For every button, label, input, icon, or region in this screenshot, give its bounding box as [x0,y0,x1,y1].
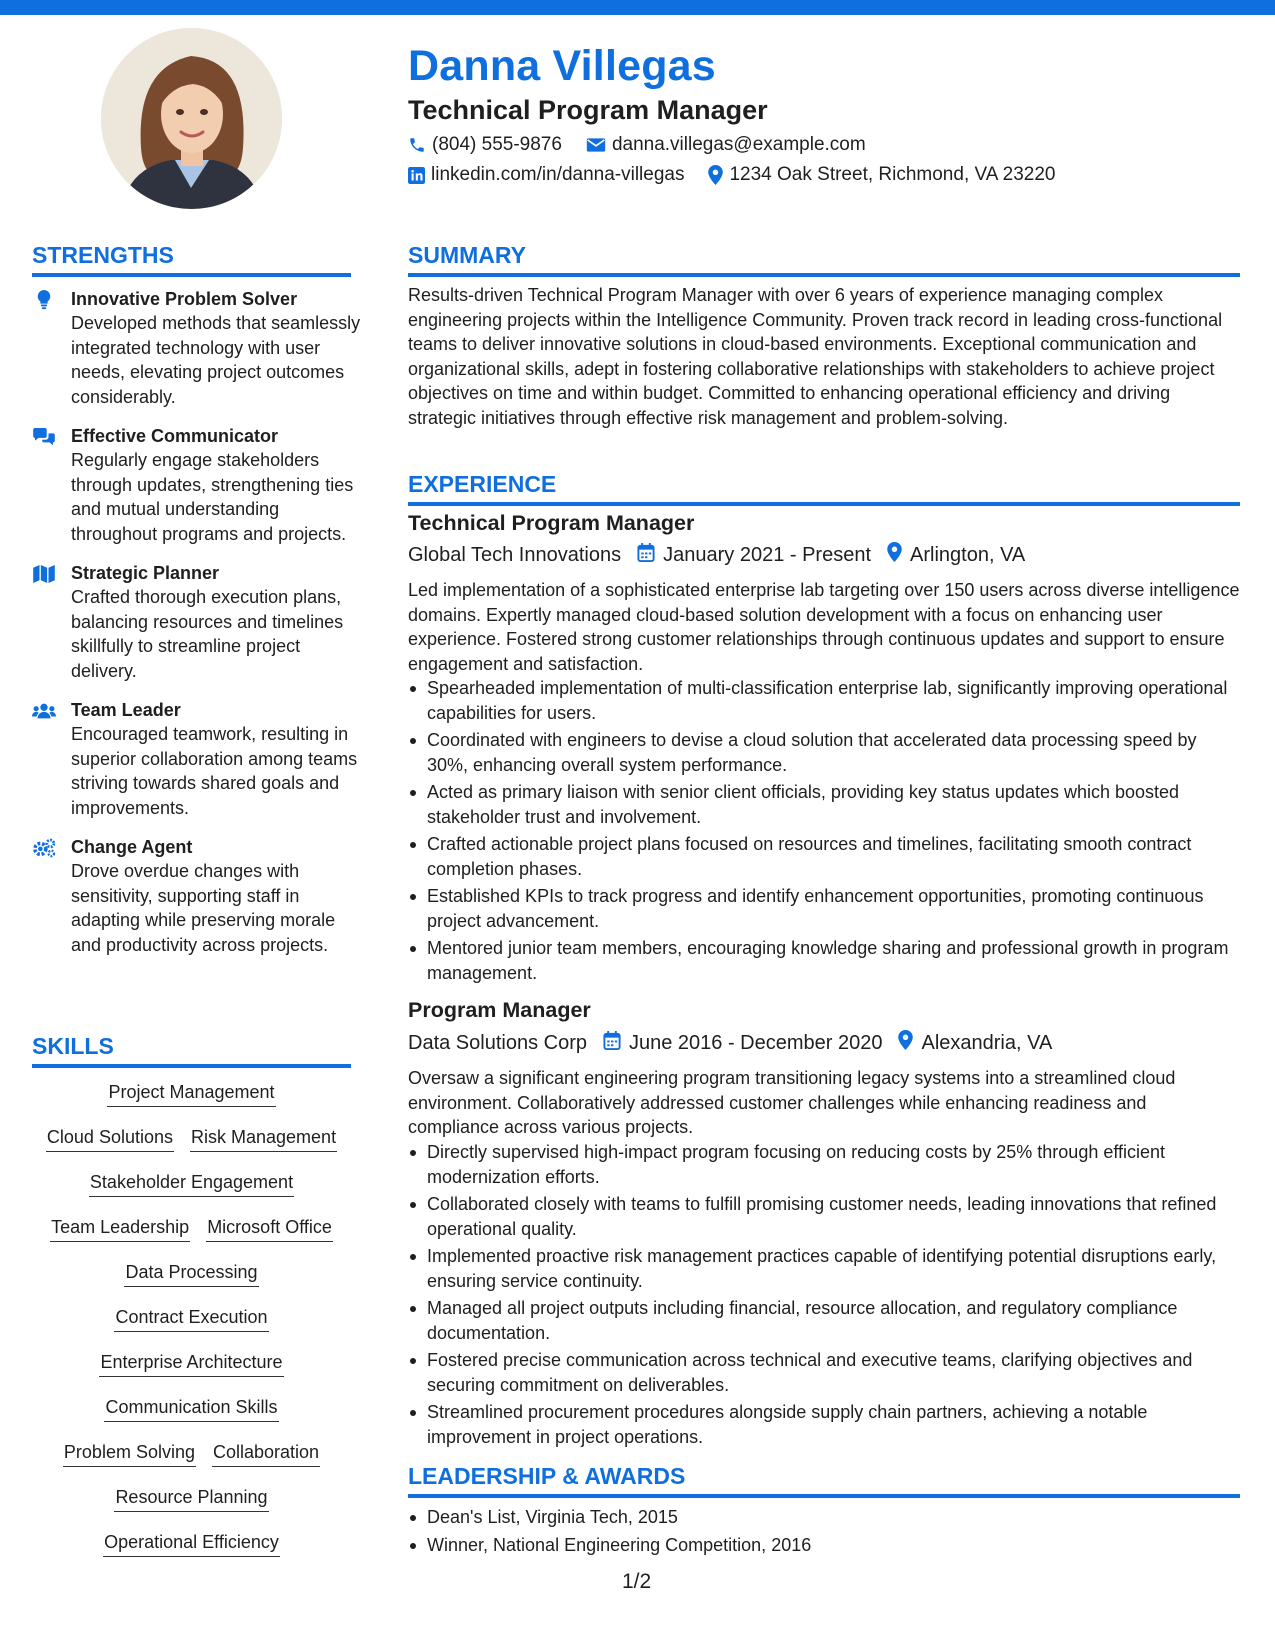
location-pin-icon [708,165,723,185]
address-text: 1234 Oak Street, Richmond, VA 23220 [729,164,1056,185]
top-accent-bar [0,0,1275,15]
skill-tag: Enterprise Architecture [99,1350,283,1377]
awards-heading: LEADERSHIP & AWARDS [408,1463,1240,1498]
skill-row [32,1485,351,1512]
skill-tag: Communication Skills [104,1395,278,1422]
strength-description: Developed methods that seamlessly integrated technology with user needs, elevating project outcomes considerably. [71,313,361,407]
skill-tag: Data Processing [124,1260,258,1287]
strength-title: Effective Communicator [71,426,279,446]
phone-contact [408,134,562,156]
skill-row [32,1260,351,1287]
job-location-text: Alexandria, VA [921,1031,1053,1054]
email-contact[interactable] [586,134,866,156]
job-dates [637,543,871,568]
strength-item [32,424,362,546]
bullet-item: Coordinated with engineers to devise a cloud solution that accelerated data processing speed by 30%, enhancing overall system performance. [408,728,1240,777]
job-bullets [408,676,1240,988]
awards-list [408,1505,1240,1560]
location-pin-icon [887,542,902,568]
award-item: Dean's List, Virginia Tech, 2015 [408,1505,1240,1530]
experience-heading: EXPERIENCE [408,471,1240,506]
strength-description: Crafted thorough execution plans, balancing resources and timelines skillfully to streamline project delivery. [71,587,344,681]
bullet-item: Spearheaded implementation of multi-classification enterprise lab, significantly improving operational capabilities for users. [408,676,1240,725]
candidate-name: Danna Villegas [408,42,716,90]
skill-tag: Operational Efficiency [103,1530,280,1557]
address-contact [708,164,1055,186]
bullet-item: Implemented proactive risk management practices capable of identifying potential disruptions early, ensuring service continuity. [408,1244,1240,1293]
skill-row [32,1350,351,1377]
linkedin-icon [408,167,425,184]
job-location-text: Arlington, VA [910,543,1026,566]
bullet-item: Established KPIs to track progress and identify enhancement opportunities, promoting continuous project advancement. [408,884,1240,933]
strength-description: Encouraged teamwork, resulting in superior collaboration among teams striving towards shared goals and improvements. [71,724,358,818]
skill-tag: Problem Solving [63,1440,196,1467]
skill-row [32,1530,351,1557]
bullet-item: Mentored junior team members, encouraging knowledge sharing and professional growth in program management. [408,936,1240,985]
strength-item [32,561,362,683]
map-icon [32,563,56,585]
skill-tag: Microsoft Office [206,1215,333,1242]
strengths-list [32,287,362,972]
strength-title: Strategic Planner [71,563,220,583]
summary-text: Results-driven Technical Program Manager with over 6 years of experience managing complex engineering projects within the Intelligence Community. Proven track record in leading cross-functional teams to deliver innovative solutions in cloud-based environments. Exceptional communication and organizational skills, adept in fostering collaborative relationships with stakeholders to achieve project objectives on time and within budget. Committed to enhancing operational efficiency and driving strategic initiatives through effective risk management and problem-solving. [408,285,1223,428]
skill-tag: Project Management [107,1080,275,1107]
skill-row [32,1305,351,1332]
contact-row-1 [408,134,866,156]
envelope-icon [586,137,606,153]
skill-row [32,1215,351,1242]
gears-icon [32,837,56,859]
job-description: Oversaw a significant engineering program transitioning legacy systems into a streamlined cloud environment. Collaboratively addressed customer challenges while enhancing readiness and compliance across various projects. [408,1068,1176,1137]
skill-row [32,1395,351,1422]
contact-row-2 [408,164,1056,186]
phone-text: (804) 555-9876 [432,134,562,155]
skills-list [32,1080,351,1575]
job-description: Led implementation of a sophisticated enterprise lab targeting over 150 users across diverse intelligence domains. Expertly managed cloud-based solution development with a focus on enhancing user experience. Fostered strong customer relationships through continuous updates and support to ensure engagement and satisfaction. [408,580,1240,674]
company-name: Data Solutions Corp [408,1031,587,1054]
job-dates [603,1031,883,1056]
bullet-item: Directly supervised high-impact program focusing on reducing costs by 25% through efficient modernization efforts. [408,1140,1240,1189]
job-location [887,542,1025,568]
job-title: Program Manager [408,998,591,1022]
profile-photo [101,28,282,209]
bullet-item: Crafted actionable project plans focused on resources and timelines, facilitating smooth contract completion phases. [408,832,1240,881]
skill-tag: Resource Planning [114,1485,268,1512]
location-pin-icon [898,1030,913,1056]
skills-heading: SKILLS [32,1033,351,1068]
job-bullets [408,1140,1240,1452]
bullet-item: Collaborated closely with teams to fulfill promising customer needs, leading innovations that refined operational quality. [408,1192,1240,1241]
lightbulb-icon [32,289,56,311]
skill-tag: Stakeholder Engagement [89,1170,294,1197]
job-dates-text: January 2021 - Present [663,543,872,566]
job-meta [408,542,1025,568]
company-name: Global Tech Innovations [408,543,622,566]
skill-row [32,1440,351,1467]
strength-title: Change Agent [71,837,193,857]
strength-description: Drove overdue changes with sensitivity, supporting staff in adapting while preserving morale and productivity across projects. [71,861,336,955]
strength-item [32,698,362,820]
bullet-item: Managed all project outputs including financial, resource allocation, and regulatory compliance documentation. [408,1296,1240,1345]
strength-item [32,287,362,409]
strength-description: Regularly engage stakeholders through updates, strengthening ties and mutual understanding throughout programs and projects. [71,450,354,544]
strength-title: Team Leader [71,700,181,720]
calendar-icon [603,1031,621,1056]
skill-row [32,1170,351,1197]
skill-tag: Team Leadership [50,1215,190,1242]
bullet-item: Acted as primary liaison with senior client officials, providing key status updates which boosted stakeholder trust and involvement. [408,780,1240,829]
calendar-icon [637,543,655,568]
page-number: 1/2 [622,1570,652,1593]
candidate-title: Technical Program Manager [408,95,768,125]
linkedin-text[interactable]: linkedin.com/in/danna-villegas [431,164,685,185]
strength-title: Innovative Problem Solver [71,289,298,309]
skill-tag: Collaboration [212,1440,320,1467]
skill-tag: Cloud Solutions [46,1125,174,1152]
skill-tag: Risk Management [190,1125,337,1152]
skill-tag: Contract Execution [114,1305,268,1332]
linkedin-contact[interactable] [408,164,684,186]
job-meta [408,1030,1052,1056]
strength-item [32,835,362,957]
phone-icon [408,136,426,154]
users-icon [32,700,56,722]
summary-heading: SUMMARY [408,242,1240,277]
job-dates-text: June 2016 - December 2020 [628,1031,883,1054]
comments-icon [32,426,56,448]
bullet-item: Fostered precise communication across technical and executive teams, clarifying objectives and securing commitment on deliverables. [408,1348,1240,1397]
skill-row [32,1125,351,1152]
award-item: Winner, National Engineering Competition, 2016 [408,1533,1240,1558]
email-text[interactable]: danna.villegas@example.com [611,134,866,155]
skill-row [32,1080,351,1107]
job-title: Technical Program Manager [408,511,695,535]
job-location [898,1030,1052,1056]
bullet-item: Streamlined procurement procedures alongside supply chain partners, achieving a notable improvement in project operations. [408,1400,1240,1449]
strengths-heading: STRENGTHS [32,242,351,277]
